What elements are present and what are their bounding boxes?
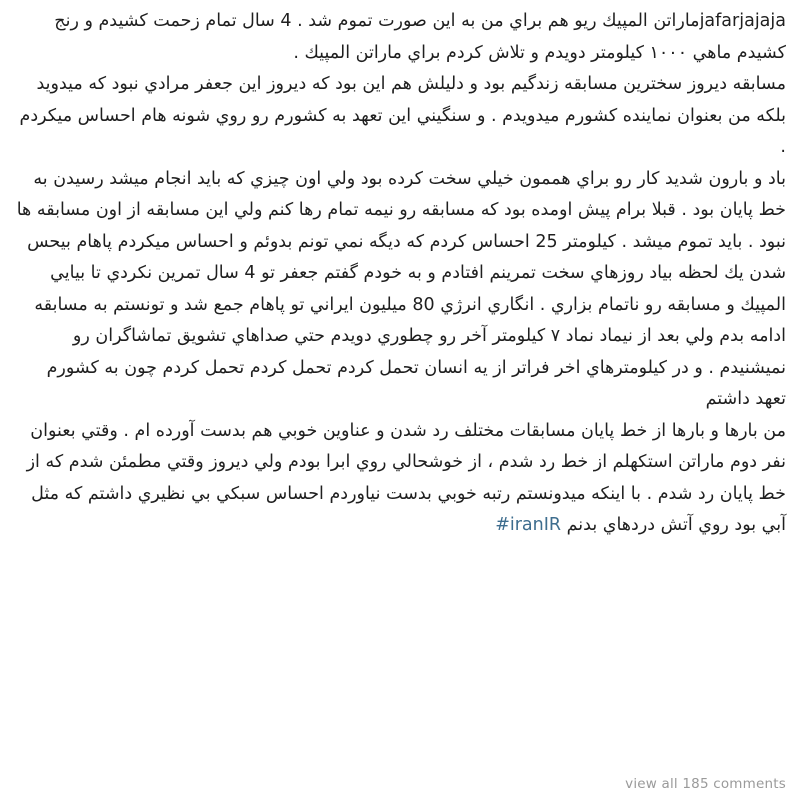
caption-paragraph-1-text: ماراتن المپيك ريو هم براي من به اين صورت تموم شد . 4 سال تمام زحمت کشيدم و رنج کشيدم ماهي ۱۰۰۰ کيلومتر دويدم و تلاش کردم براي ماراتن المپيك . xyxy=(54,11,786,63)
view-all-comments-link[interactable]: view all 185 comments xyxy=(625,776,786,792)
caption-paragraph-3: باد و بارون شديد کار رو براي هممون خيلي سخت کرده بود ولي اون چيزي که بايد انجام ميشد رسيدن به خط پايان بود . قبلا برام پيش اومده بود که مسابقه رو نيمه تمام رها کنم ولي اين مسابقه از اون مسابقه ها نبود . بايد تموم ميشد . کيلومتر 25 احساس کردم که ديگه نمي تونم بدوئم و احساس ميکردم پاهام بيحس شدن يك لحظه بياد روزهاي سخت تمرينم افتادم و به خودم گفتم جعفر تو 4 سال تمرين نکردي تا بيايي المپيك و مسابقه رو ناتمام بزاري . انگاري انرژي 80 ميليون ايراني تو پاهام جمع شد و تونستم به مسابقه ادامه بدم ولي بعد از نيماد نماد ٧ کيلومتر آخر رو چطوري دويدم حتي صداهاي تشويق تماشاگران رو نميشنيدم . و در کيلومترهاي اخر فراتر از يه انسان تحمل کردم تحمل کردم تحمل کردم چون به کشورم تعهد داشتم xyxy=(16,168,786,409)
caption-body xyxy=(14,6,786,542)
caption-paragraph-4-text: من بارها و بارها از خط پايان مسابقات مختلف رد شدن و عناوين خوبي هم بدست آورده ام . وقتي بعنوان نفر دوم ماراتن استکهلم از خط رد شدم ، از خوشحالي روي ابرا بودم ولي ديروز وقتي مطمئن شدم که از خط پايان رد شدم . با اينکه ميدونستم رتبه خوبي بدست نياوردم احساس سبکي بي نظيري داشتم که مثل آبي بود روي آتش دردهاي بدنم xyxy=(26,420,786,535)
caption-paragraph-2: مسابقه ديروز سخترين مسابقه زندگيم بود و دليلش هم اين بود که ديروز اين جعفر مرادي نبود که ميدويد بلکه من بعنوان نماينده کشورم ميدويدم . و سنگيني اين تعهد به کشورم رو روي شونه هام احساس ميکردم . xyxy=(19,74,786,157)
caption-paragraph-1 xyxy=(14,6,786,69)
hashtag-link[interactable]: #iranIR xyxy=(495,515,562,535)
caption-paragraph-4 xyxy=(14,416,786,542)
caption-footer xyxy=(14,773,786,792)
username-link[interactable]: jafarjajaja xyxy=(699,11,786,31)
